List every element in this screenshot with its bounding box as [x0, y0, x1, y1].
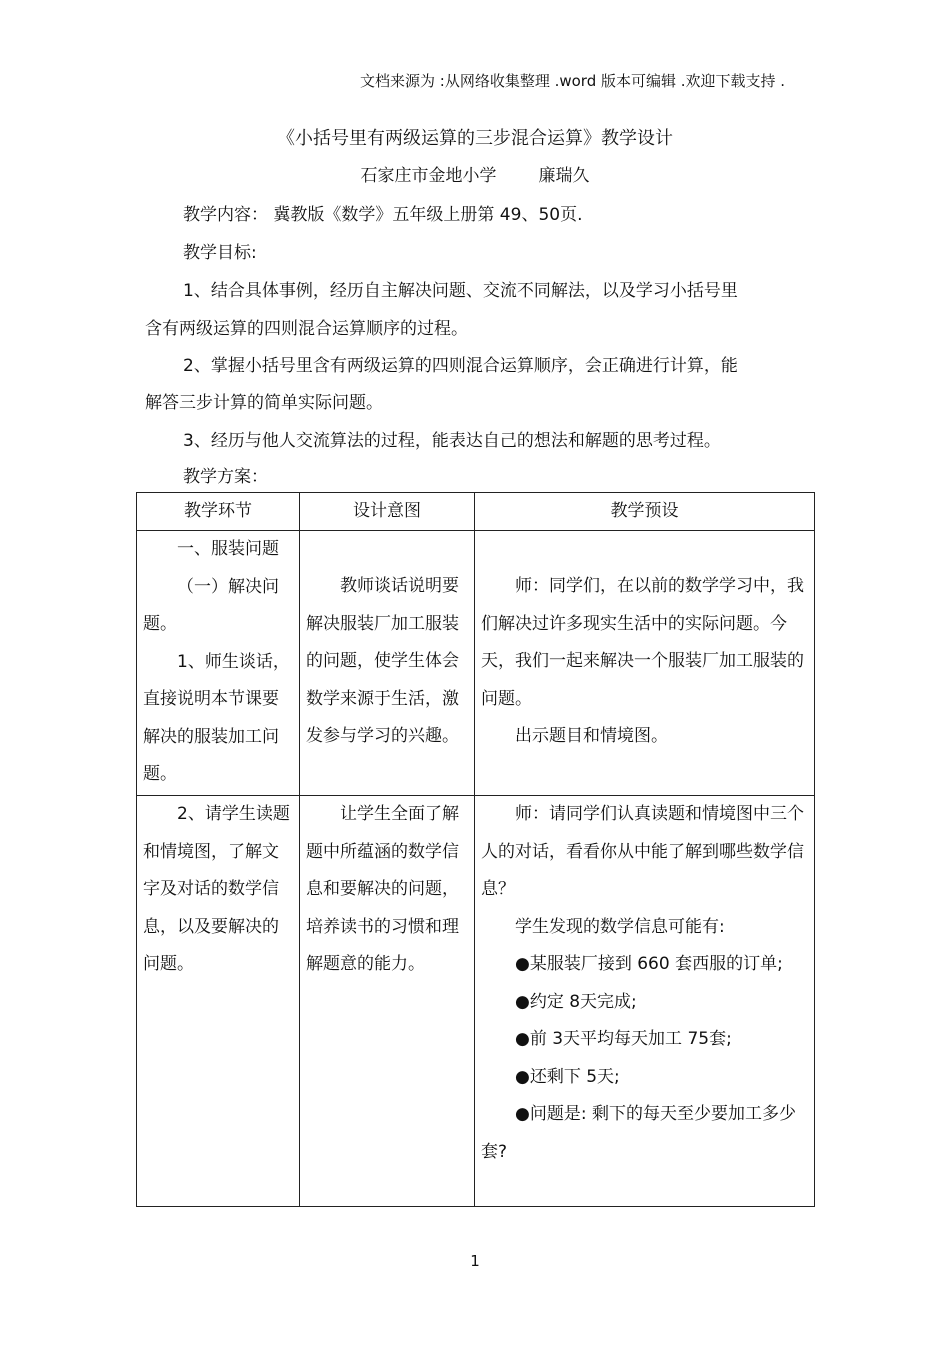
- stage-step-1: 1、师生谈话，直接说明本节课要解决的服装加工问题。: [143, 651, 290, 784]
- stage-subheading: （一）解决问题。: [143, 576, 279, 634]
- info-item: ●还剩下 5天;: [515, 1066, 620, 1087]
- row1-intent: [300, 531, 475, 796]
- stage-step-2: 2、请学生读题和情境图，了解文字及对话的数学信息，以及要解决的问题。: [143, 804, 290, 974]
- goal-2-line-2: 解答三步计算的简单实际问题。: [145, 393, 383, 413]
- table-header-row: [137, 493, 815, 531]
- table-row: [137, 531, 815, 796]
- source-note: 文档来源为 :从网络收集整理 .word 版本可编辑 .欢迎下载支持 .: [360, 72, 786, 90]
- preset-text: 师：请同学们认真读题和情境图中三个人的对话，看看你从中能了解到哪些数学信息？: [481, 804, 804, 899]
- plan-heading: 教学方案：: [183, 467, 268, 487]
- header-stage: 教学环节: [137, 493, 300, 531]
- row2-stage: [137, 796, 300, 1207]
- teaching-plan-table: [136, 492, 815, 1207]
- row1-preset: [475, 531, 815, 796]
- info-item: ●前 3天平均每天加工 75套;: [515, 1029, 732, 1049]
- preset-text: 出示题目和情境图。: [515, 726, 668, 746]
- goals-heading: 教学目标:: [183, 243, 257, 263]
- teaching-content: 教学内容： 冀教版《数学》五年级上册第 49、50页.: [183, 205, 583, 225]
- preset-text: 学生发现的数学信息可能有:: [515, 916, 725, 937]
- info-item: ●问题是: 剩下的每天至少要加工多少套?: [481, 1104, 796, 1162]
- goal-3: 3、经历与他人交流算法的过程，能表达自己的想法和解题的思考过程。: [183, 431, 721, 451]
- author-school: 石家庄市金地小学: [360, 166, 497, 186]
- intent-text: 让学生全面了解题中所蕴涵的数学信息和要解决的问题，培养读书的习惯和理解题意的能力。: [306, 804, 459, 974]
- header-intent: 设计意图: [300, 493, 475, 531]
- preset-text: 师：同学们，在以前的数学学习中，我们解决过许多现实生活中的实际问题。今天，我们一起来解决一个服装厂加工服装的问题。: [481, 576, 804, 709]
- row2-preset: [475, 796, 815, 1207]
- info-item: ●约定 8天完成;: [515, 991, 637, 1012]
- row1-stage: [137, 531, 300, 796]
- table-row: [137, 796, 815, 1207]
- goal-1-line-2: 含有两级运算的四则混合运算顺序的过程。: [145, 319, 468, 339]
- info-item: ●某服装厂接到 660 套西服的订单;: [515, 954, 783, 974]
- author-name: 廉瑞久: [538, 166, 590, 186]
- row2-intent: [300, 796, 475, 1207]
- stage-heading: 一、服装问题: [177, 539, 279, 559]
- document-title: 《小括号里有两级运算的三步混合运算》教学设计: [277, 128, 673, 149]
- goal-2-line-1: 2、掌握小括号里含有两级运算的四则混合运算顺序，会正确进行计算，能: [183, 356, 738, 376]
- header-preset: 教学预设: [475, 493, 815, 531]
- intent-text: 教师谈话说明要解决服装厂加工服装的问题，使学生体会数学来源于生活，激发参与学习的兴趣。: [306, 576, 459, 746]
- page-number: 1: [470, 1252, 480, 1270]
- goal-1-line-1: 1、结合具体事例，经历自主解决问题、交流不同解法，以及学习小括号里: [183, 281, 738, 301]
- author-line: [0, 161, 950, 186]
